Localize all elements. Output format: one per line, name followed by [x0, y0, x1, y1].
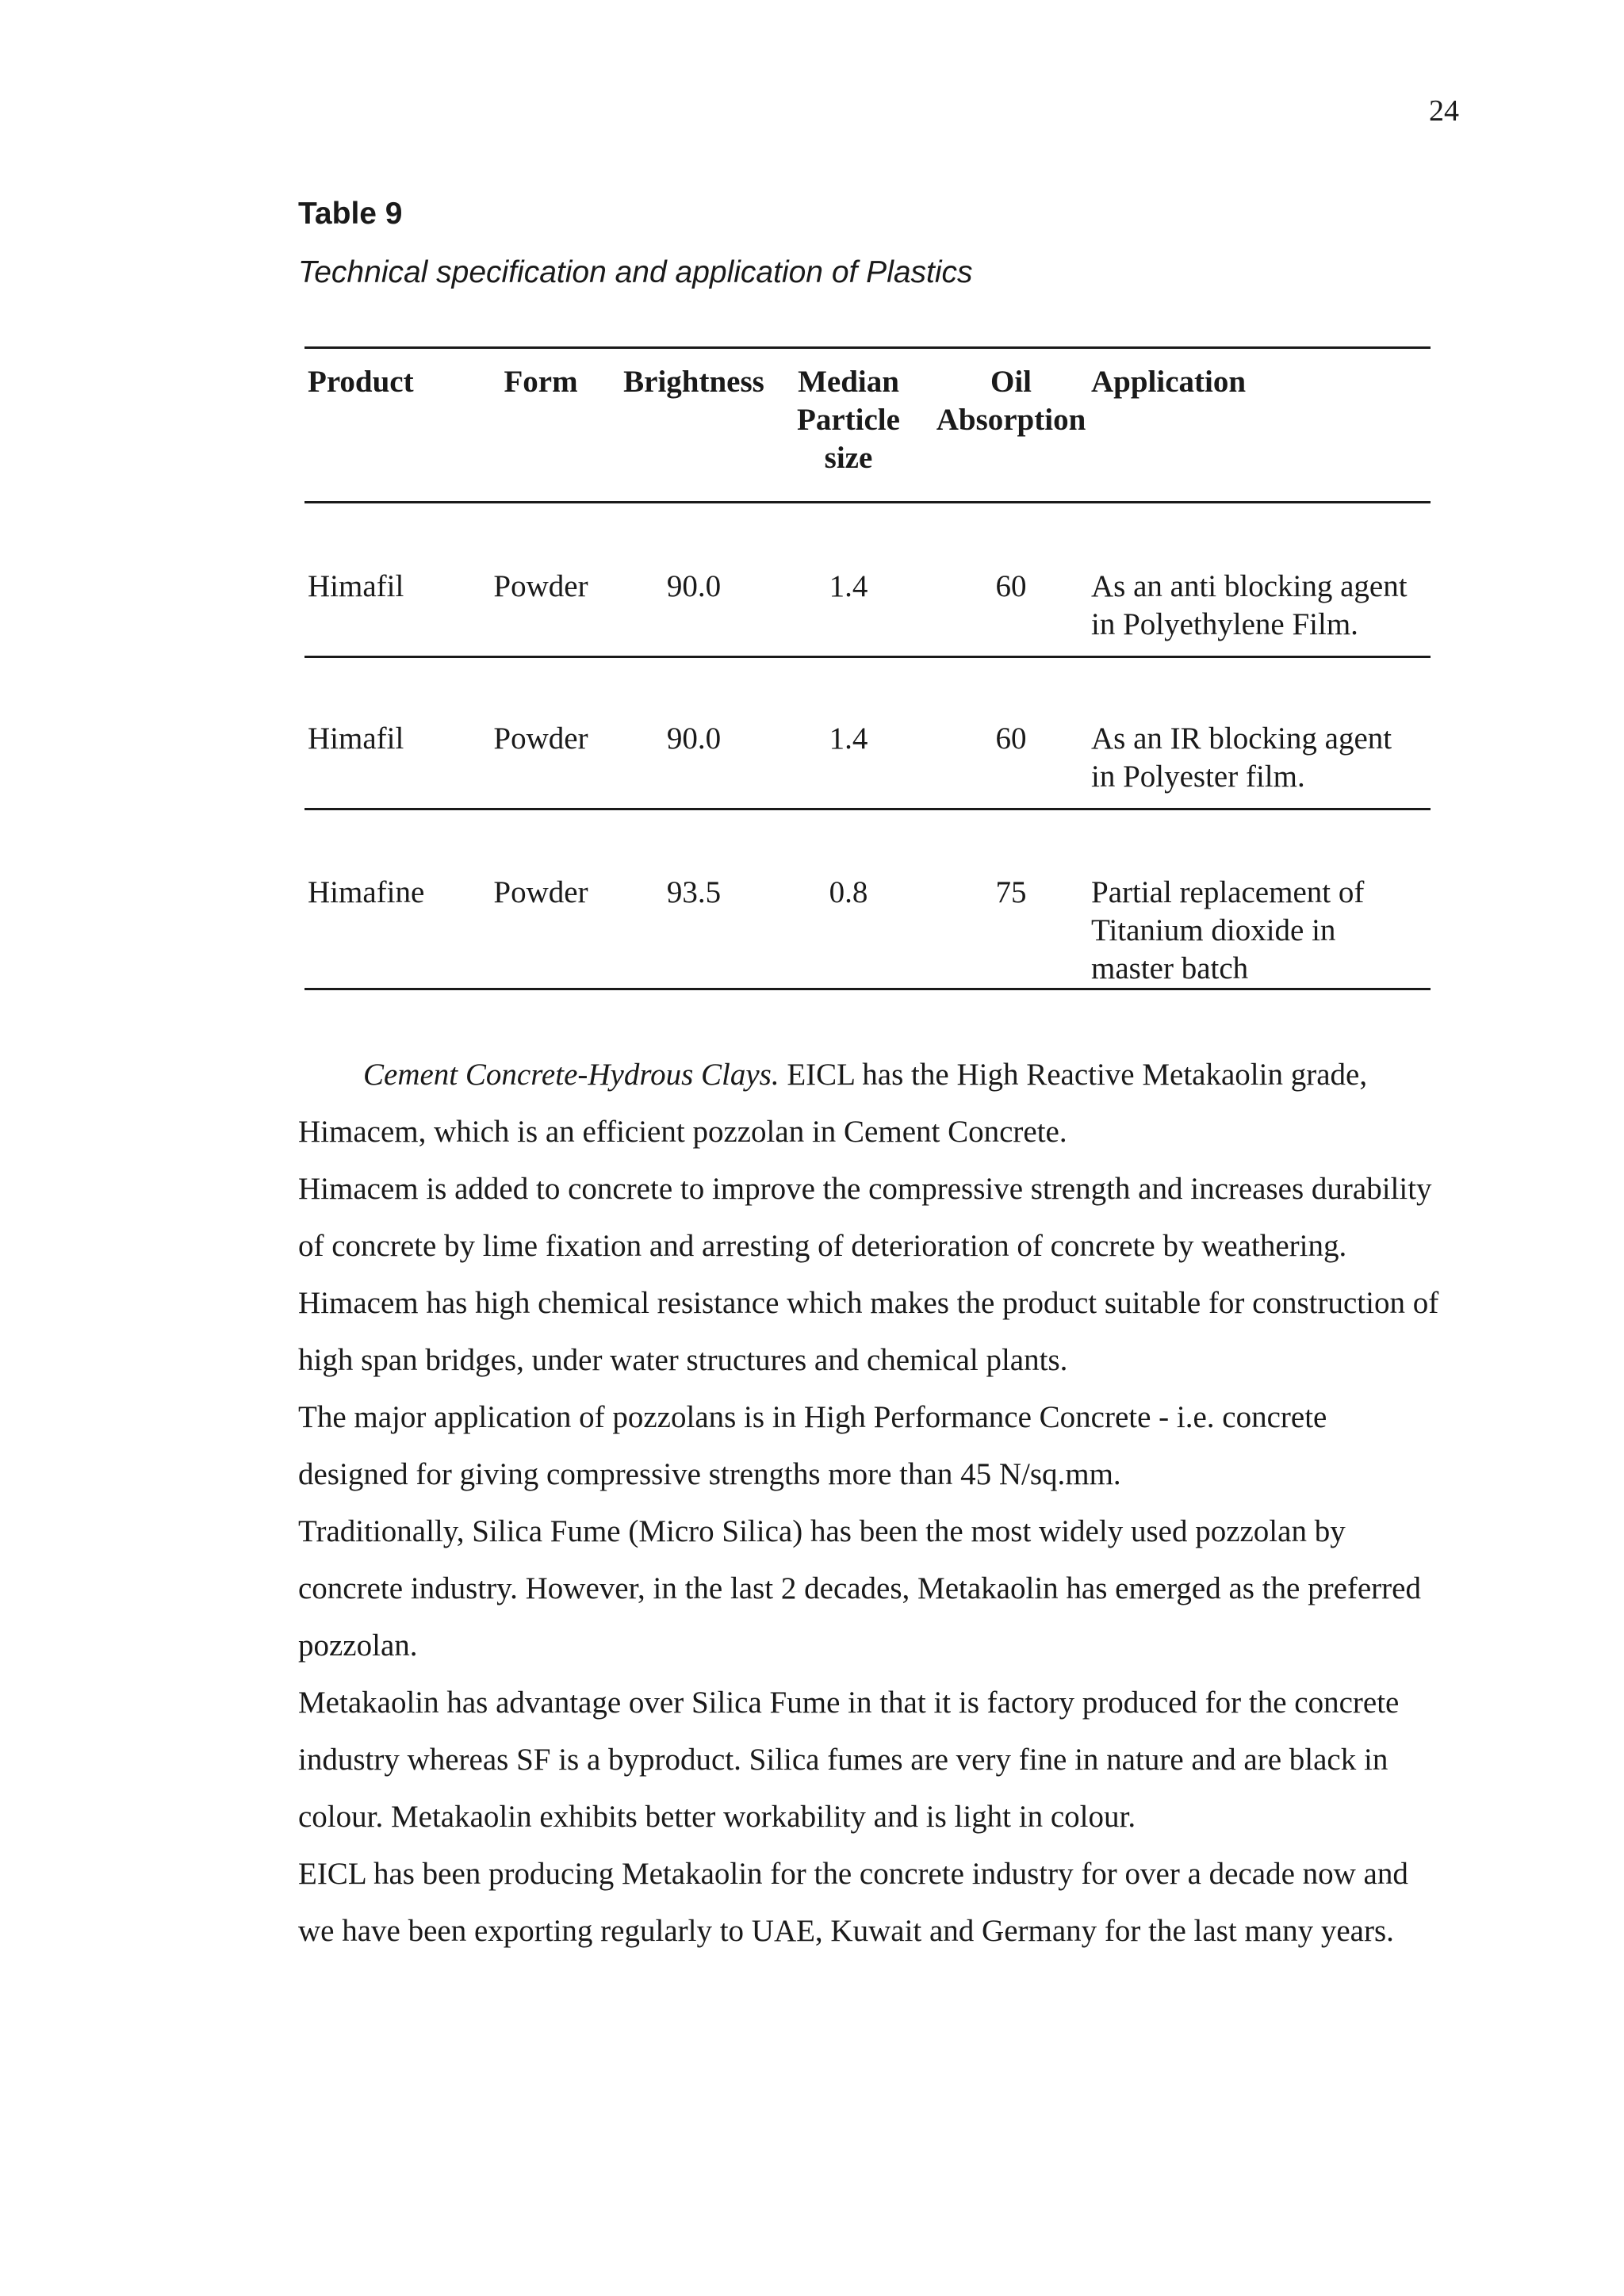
cell-product: Himafil: [308, 721, 404, 756]
body-text: [298, 1047, 1440, 1960]
cell-application: [1091, 568, 1432, 644]
cell-median: 1.4: [829, 569, 868, 603]
paragraph: Himacem is added to concrete to improve the compressive strength and increases durability of concrete by lime fixation and arresting of deterioration of concrete by weathering. Himacem has high chemical resistance which makes the product suitable for construction of high span bridges, under water structures and chemical plants.: [298, 1172, 1439, 1377]
header-oil-absorption: [924, 363, 1098, 439]
header-median-line: Particle: [797, 403, 900, 437]
header-median-line: size: [824, 441, 873, 475]
cell-form: Powder: [493, 721, 588, 756]
paragraph: [298, 1047, 1440, 1161]
cell-form: Powder: [493, 875, 588, 909]
table-row-1-rule: [304, 656, 1431, 658]
application-line: in Polyester film.: [1091, 760, 1305, 794]
header-brightness: Brightness: [623, 365, 764, 399]
cell-brightness: 93.5: [666, 875, 722, 909]
paragraph: EICL has been producing Metakaolin for the concrete industry for over a decade now and we have been exporting regularly to UAE, Kuwait and Germany for the last many years.: [298, 1857, 1408, 1948]
paragraph-heading: Cement Concrete-Hydrous Clays.: [363, 1058, 779, 1092]
table-row-2-rule: [304, 808, 1431, 810]
cell-product: Himafil: [308, 569, 404, 603]
cell-median: 1.4: [829, 721, 868, 756]
header-application: Application: [1091, 365, 1247, 399]
cell-application: [1091, 874, 1432, 988]
header-median-particle-size: [785, 363, 912, 477]
cell-product: Himafine: [308, 875, 425, 909]
application-line: Partial replacement of: [1091, 875, 1365, 909]
cell-application: [1091, 720, 1432, 796]
paragraph: The major application of pozzolans is in High Performance Concrete - i.e. concrete designed for giving compressive strengths more than 45 N/sq.mm.: [298, 1400, 1327, 1491]
table-caption: Technical specification and application of Plastics: [298, 255, 973, 289]
application-line: master batch: [1091, 951, 1249, 985]
table-bottom-rule: [304, 988, 1431, 990]
header-product: Product: [308, 365, 414, 399]
page-number: 24: [1429, 94, 1459, 128]
cell-oil: 75: [995, 875, 1027, 909]
header-form: Form: [504, 365, 578, 399]
application-line: Titanium dioxide in: [1091, 913, 1336, 947]
header-oil-line: Absorption: [936, 403, 1086, 437]
paragraph: Traditionally, Silica Fume (Micro Silica) has been the most widely used pozzolan by concrete industry. However, in the last 2 decades, Metakaolin has emerged as the preferred pozzolan.: [298, 1514, 1421, 1663]
table-header-rule: [304, 501, 1431, 503]
cell-oil: 60: [995, 569, 1027, 603]
application-line: As an IR blocking agent: [1091, 721, 1392, 756]
cell-oil: 60: [995, 721, 1027, 756]
application-line: As an anti blocking agent: [1091, 569, 1408, 603]
cell-form: Powder: [493, 569, 588, 603]
paragraph-text: EICL has the High Reactive Metakaolin grade, Himacem, which is an efficient pozzolan in Cement Concrete.: [298, 1058, 1368, 1149]
cell-brightness: 90.0: [666, 721, 722, 756]
cell-brightness: 90.0: [666, 569, 722, 603]
table-top-rule: [304, 346, 1431, 349]
header-oil-line: Oil: [990, 365, 1032, 399]
application-line: in Polyethylene Film.: [1091, 607, 1358, 641]
header-median-line: Median: [798, 365, 899, 399]
cell-median: 0.8: [829, 875, 868, 909]
table-label: Table 9: [298, 197, 403, 231]
paragraph: Metakaolin has advantage over Silica Fume in that it is factory produced for the concrete industry whereas SF is a byproduct. Silica fumes are very fine in nature and are black in colour. Metakaolin exhibits better workability and is light in colour.: [298, 1686, 1400, 1834]
